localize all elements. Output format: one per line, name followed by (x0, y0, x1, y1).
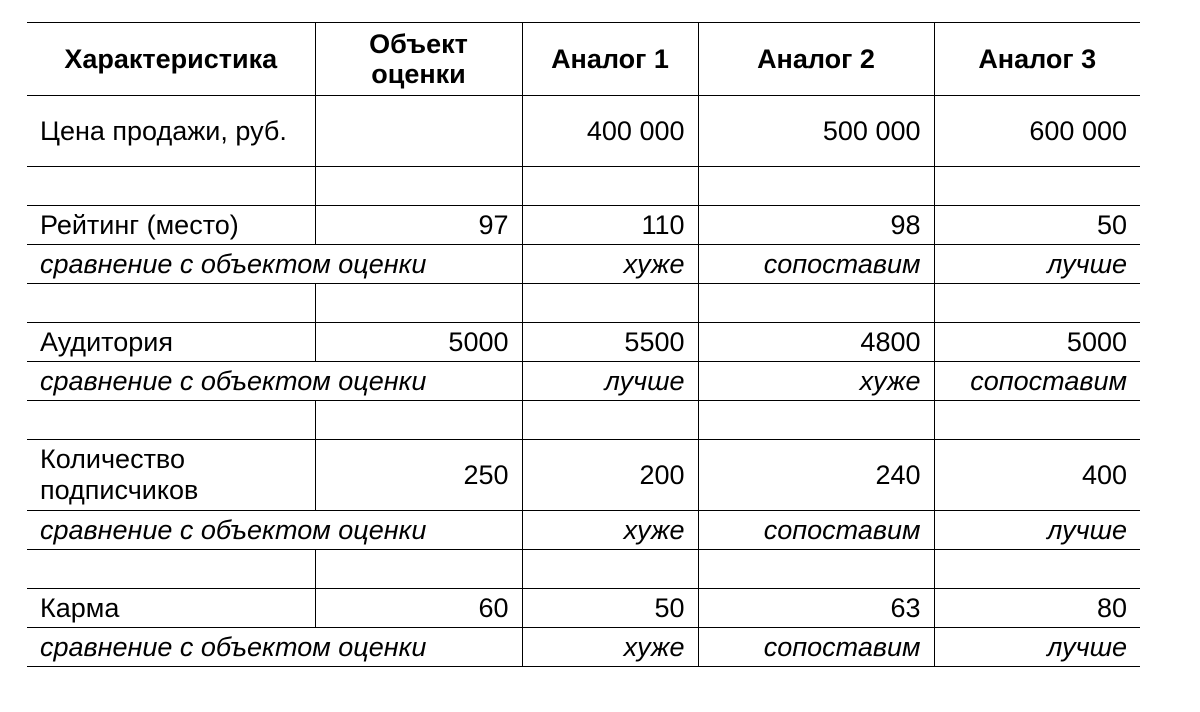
metric-label: Карма (27, 589, 315, 628)
metric-analog-3-value: 5000 (934, 323, 1140, 362)
metric-label: Рейтинг (место) (27, 206, 315, 245)
metric-analog-2-value: 63 (698, 589, 934, 628)
header-analog-2: Аналог 2 (698, 23, 934, 96)
comparison-analog-1: хуже (522, 245, 698, 284)
comparison-row-subscribers (27, 511, 1140, 550)
metric-analog-1-value: 200 (522, 440, 698, 511)
comparison-label: сравнение с объектом оценки (27, 245, 522, 284)
header-analog-3: Аналог 3 (934, 23, 1140, 96)
comparison-analog-1: лучше (522, 362, 698, 401)
header-characteristic: Характеристика (27, 23, 315, 96)
metric-analog-2-value: 4800 (698, 323, 934, 362)
metric-analog-1-value: 5500 (522, 323, 698, 362)
spacer-row (27, 401, 1140, 440)
comparison-row-audience (27, 362, 1140, 401)
comparison-analog-1: хуже (522, 511, 698, 550)
comparison-row-karma (27, 628, 1140, 667)
spacer-row (27, 550, 1140, 589)
price-label: Цена продажи, руб. (27, 96, 315, 167)
price-analog-1: 400 000 (522, 96, 698, 167)
comparison-analog-2: сопоставим (698, 511, 934, 550)
price-analog-2: 500 000 (698, 96, 934, 167)
comparison-label: сравнение с объектом оценки (27, 511, 522, 550)
comparison-analog-3: сопоставим (934, 362, 1140, 401)
metric-subject-value: 250 (315, 440, 522, 511)
metric-analog-1-value: 110 (522, 206, 698, 245)
comparison-analog-3: лучше (934, 628, 1140, 667)
comparison-row-rating (27, 245, 1140, 284)
metric-analog-3-value: 50 (934, 206, 1140, 245)
metric-label: Аудитория (27, 323, 315, 362)
price-row (27, 96, 1140, 167)
metric-row-karma (27, 589, 1140, 628)
metric-subject-value: 5000 (315, 323, 522, 362)
comparison-analog-2: хуже (698, 362, 934, 401)
metric-analog-2-value: 98 (698, 206, 934, 245)
header-analog-1: Аналог 1 (522, 23, 698, 96)
price-subject (315, 96, 522, 167)
metric-analog-1-value: 50 (522, 589, 698, 628)
header-row (27, 23, 1140, 96)
comparison-analog-2: сопоставим (698, 245, 934, 284)
comparison-analog-1: хуже (522, 628, 698, 667)
price-analog-3: 600 000 (934, 96, 1140, 167)
metric-row-audience (27, 323, 1140, 362)
comparison-analog-2: сопоставим (698, 628, 934, 667)
comparison-analog-3: лучше (934, 245, 1140, 284)
metric-row-subscribers (27, 440, 1140, 511)
metric-analog-3-value: 80 (934, 589, 1140, 628)
metric-subject-value: 60 (315, 589, 522, 628)
spacer-row (27, 284, 1140, 323)
comparison-label: сравнение с объектом оценки (27, 628, 522, 667)
header-subject: Объект оценки (315, 23, 522, 96)
spacer-row (27, 167, 1140, 206)
metric-analog-2-value: 240 (698, 440, 934, 511)
metric-analog-3-value: 400 (934, 440, 1140, 511)
comparison-analog-3: лучше (934, 511, 1140, 550)
metric-subject-value: 97 (315, 206, 522, 245)
valuation-table (27, 22, 1140, 667)
comparison-label: сравнение с объектом оценки (27, 362, 522, 401)
metric-label: Количество подписчиков (27, 440, 315, 511)
metric-row-rating (27, 206, 1140, 245)
